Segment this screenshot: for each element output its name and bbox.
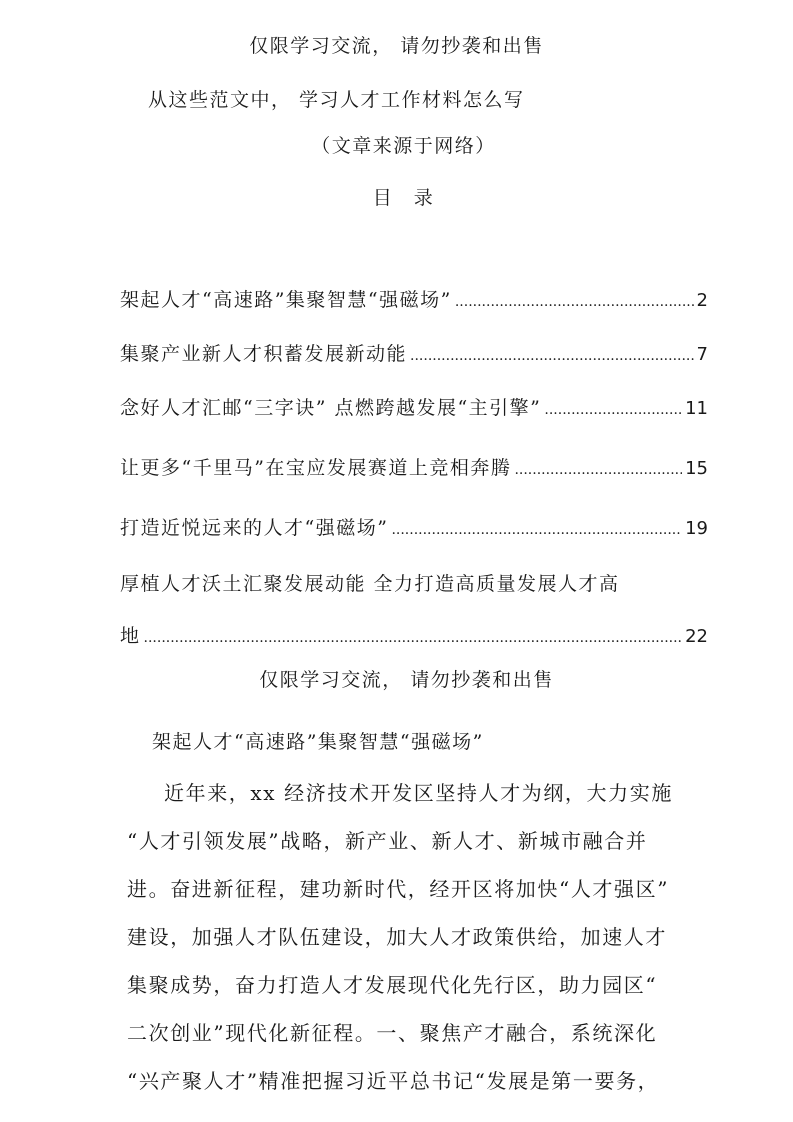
- toc-entry[interactable]: [120, 516, 708, 542]
- article-title: 架起人才“高速路”集聚智慧“强磁场”: [152, 731, 484, 753]
- doc-title: 从这些范文中， 学习人才工作材料怎么写: [148, 89, 525, 111]
- toc-entry-page: 2: [696, 290, 708, 311]
- toc-entry[interactable]: [120, 288, 708, 314]
- body-line: “人才引领发展”战略，新产业、新人才、新城市融合并: [127, 829, 648, 853]
- toc-entry-page: 19: [685, 518, 708, 539]
- toc-entry-page: 7: [696, 344, 708, 365]
- toc-entry-page: 22: [685, 626, 708, 647]
- toc-leader-dots: [391, 518, 682, 542]
- toc-entry-title: 集聚产业新人才积蓄发展新动能: [120, 343, 408, 365]
- toc-entry-page: 15: [685, 458, 708, 479]
- body-line: 建设，加强人才队伍建设，加大人才政策供给，加速人才: [127, 925, 667, 949]
- toc-entry-title-line1[interactable]: 厚植人才沃土汇聚发展动能 全力打造高质量发展人才高: [120, 573, 620, 595]
- toc-leader-dots: [544, 398, 682, 422]
- toc-entry-page: 11: [685, 398, 708, 419]
- second-notice: 仅限学习交流， 请勿抄袭和出售: [259, 669, 554, 691]
- toc-leader-dots: [455, 290, 694, 314]
- toc-leader-dots: [514, 458, 682, 482]
- body-line: 近年来，xx 经济技术开发区坚持人才为纲，大力实施: [164, 781, 673, 805]
- body-line: “兴产聚人才”精准把握习近平总书记“发展是第一要务，: [127, 1069, 660, 1093]
- toc-entry-title-line2: 地: [120, 625, 141, 647]
- body-line: 进。奋进新征程，建功新时代，经开区将加快“人才强区”: [127, 877, 670, 901]
- toc-entry-title: 让更多“千里马”在宝应发展赛道上竞相奔腾: [120, 457, 512, 479]
- header-notice: 仅限学习交流， 请勿抄袭和出售: [249, 35, 544, 57]
- source-note: （文章来源于网络）: [311, 135, 496, 157]
- toc-heading: 目 录: [372, 187, 435, 209]
- toc-entry[interactable]: [120, 396, 708, 422]
- toc-entry-title: 打造近悦远来的人才“强磁场”: [120, 517, 389, 539]
- toc-entry-title: 架起人才“高速路”集聚智慧“强磁场”: [120, 289, 452, 311]
- body-line: 集聚成势，奋力打造人才发展现代化先行区，助力园区“: [127, 973, 658, 997]
- toc-leader-dots: [410, 344, 694, 368]
- toc-entry[interactable]: [120, 624, 708, 650]
- body-line: 二次创业”现代化新征程。一、聚焦产才融合，系统深化: [127, 1021, 658, 1045]
- toc-entry[interactable]: [120, 342, 708, 368]
- toc-entry[interactable]: [120, 456, 708, 482]
- toc-leader-dots: [144, 626, 683, 650]
- toc-entry-title: 念好人才汇邮“三字诀” 点燃跨越发展“主引擎”: [120, 397, 542, 419]
